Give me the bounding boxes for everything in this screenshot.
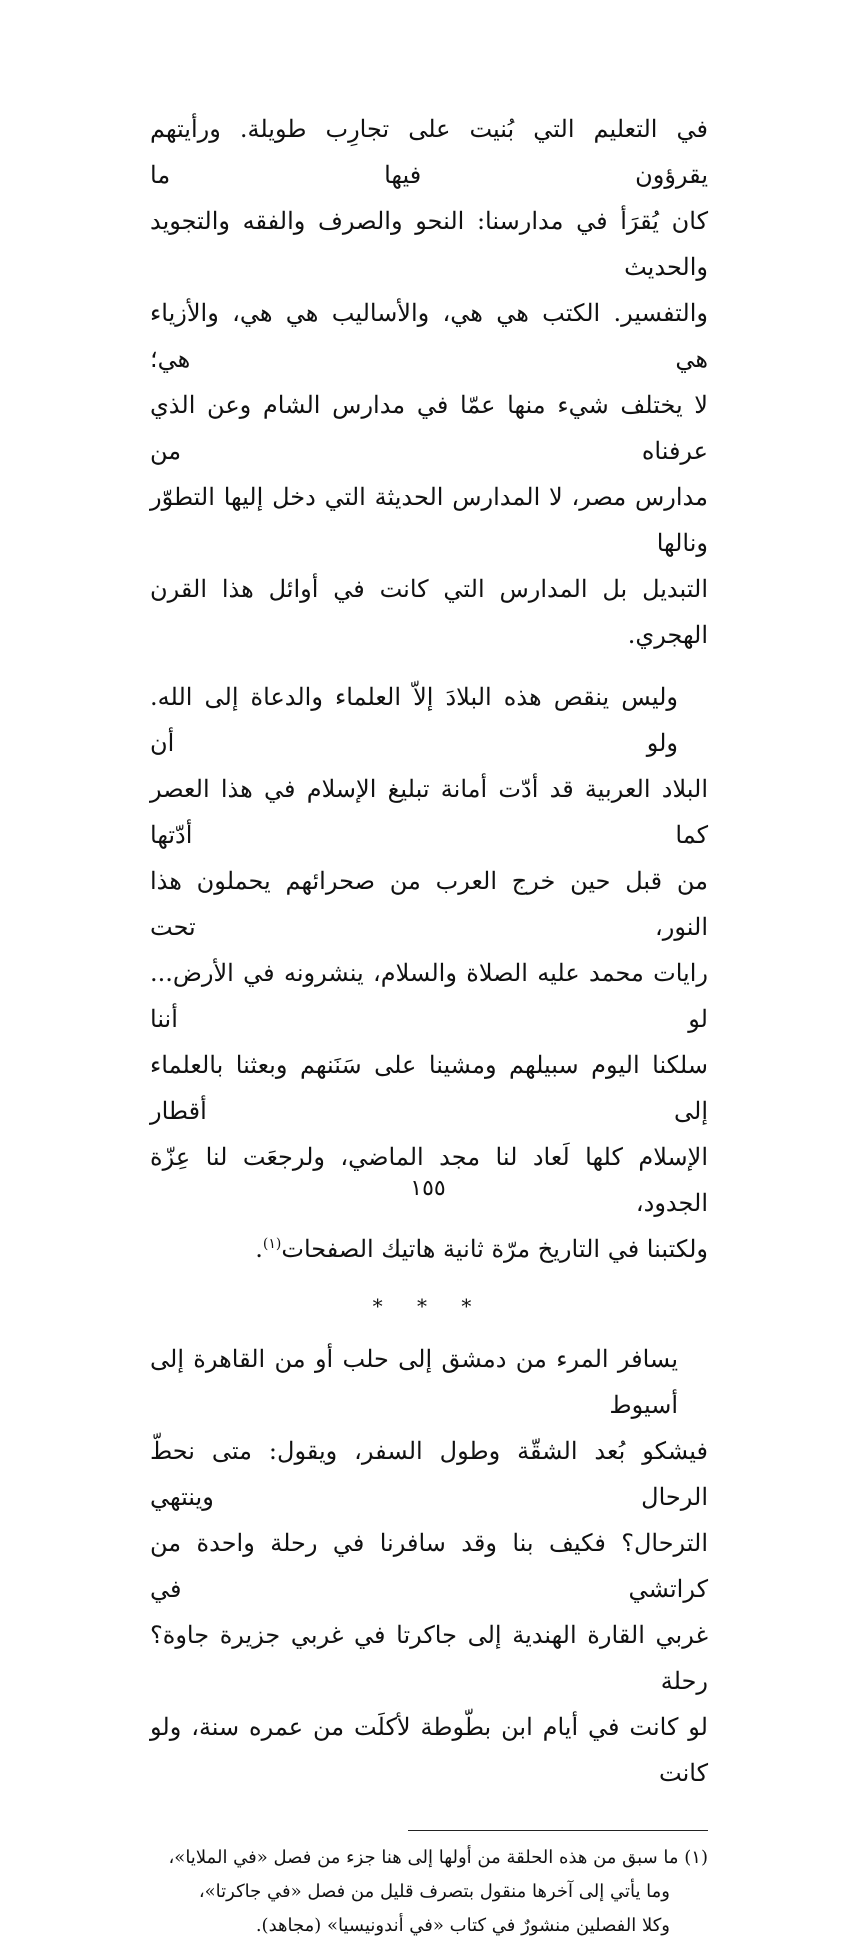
last-line-end: . xyxy=(255,1235,263,1263)
text-line: مدارس مصر، لا المدارس الحديثة التي دخل إليها التطوّر ونالها xyxy=(150,483,708,557)
text-line: من قبل حين خرج العرب من صحرائهم يحملون هذا النور، تحت xyxy=(150,867,708,941)
text-line: البلاد العربية قد أدّت أمانة تبليغ الإسلام في هذا العصر كما أدّتها xyxy=(150,775,708,849)
text-line: غربي القارة الهندية إلى جاكرتا في غربي جزيرة جاوة؟ رحلة xyxy=(150,1621,708,1695)
text-line: سلكنا اليوم سبيلهم ومشينا على سَنَنهم وبعثنا بالعلماء إلى أقطار xyxy=(150,1051,708,1125)
footnote-line-3: وكلا الفصلين منشورٌ في كتاب «في أندونيسيا» (مجاهد). xyxy=(255,1915,670,1936)
last-line-text: ولكتبنا في التاريخ مرّة ثانية هاتيك الصفحات xyxy=(281,1235,708,1263)
paragraph-1 xyxy=(150,106,708,658)
text-line: في التعليم التي بُنيت على تجارِب طويلة. ورأيتهم يقرؤون فيها ما xyxy=(150,115,708,189)
page-number: ١٥٥ xyxy=(410,1176,446,1201)
text-line: الترحال؟ فكيف بنا وقد سافرنا في رحلة واحدة من كراتشي في xyxy=(150,1529,708,1603)
text-line-last xyxy=(150,1226,708,1272)
text-line: رايات محمد عليه الصلاة والسلام، ينشرونه في الأرض... لو أننا xyxy=(150,959,708,1033)
paragraph-3 xyxy=(150,1336,708,1796)
footnote-line-1: (١) ما سبق من هذه الحلقة من أولها إلى هنا جزء من فصل «في الملايا»، xyxy=(168,1847,708,1868)
footnote-divider xyxy=(408,1830,708,1831)
text-line: والتفسير. الكتب هي هي، والأساليب هي هي، والأزياء هي هي؛ xyxy=(150,299,708,373)
footnote-line-2: وما يأتي إلى آخرها منقول بتصرف قليل من فصل «في جاكرتا»، xyxy=(198,1881,670,1902)
text-line: الإسلام كلها لَعاد لنا مجد الماضي، ولرجعَت لنا عِزّة الجدود، xyxy=(150,1143,708,1217)
text-line: كان يُقرَأ في مدارسنا: النحو والصرف والفقه والتجويد والحديث xyxy=(150,207,708,281)
section-separator: * * * xyxy=(372,1294,486,1318)
text-line: التبديل بل المدارس التي كانت في أوائل هذا القرن الهجري. xyxy=(150,575,708,649)
footnote-marker: (١) xyxy=(262,1236,282,1252)
text-line: لا يختلف شيء منها عمّا في مدارس الشام وعن الذي عرفناه من xyxy=(150,391,708,465)
footnote xyxy=(150,1841,708,1943)
text-line: فيشكو بُعد الشقّة وطول السفر، ويقول: متى نحطّ الرحال وينتهي xyxy=(150,1437,708,1511)
text-line: يسافر المرء من دمشق إلى حلب أو من القاهرة إلى أسيوط xyxy=(150,1345,678,1419)
text-line: لو كانت في أيام ابن بطّوطة لأكلَت من عمره سنة، ولو كانت xyxy=(150,1713,708,1787)
text-line: وليس ينقص هذه البلادَ إلاّ العلماء والدعاة إلى الله. ولو أن xyxy=(150,683,678,757)
page-body xyxy=(150,106,708,1943)
